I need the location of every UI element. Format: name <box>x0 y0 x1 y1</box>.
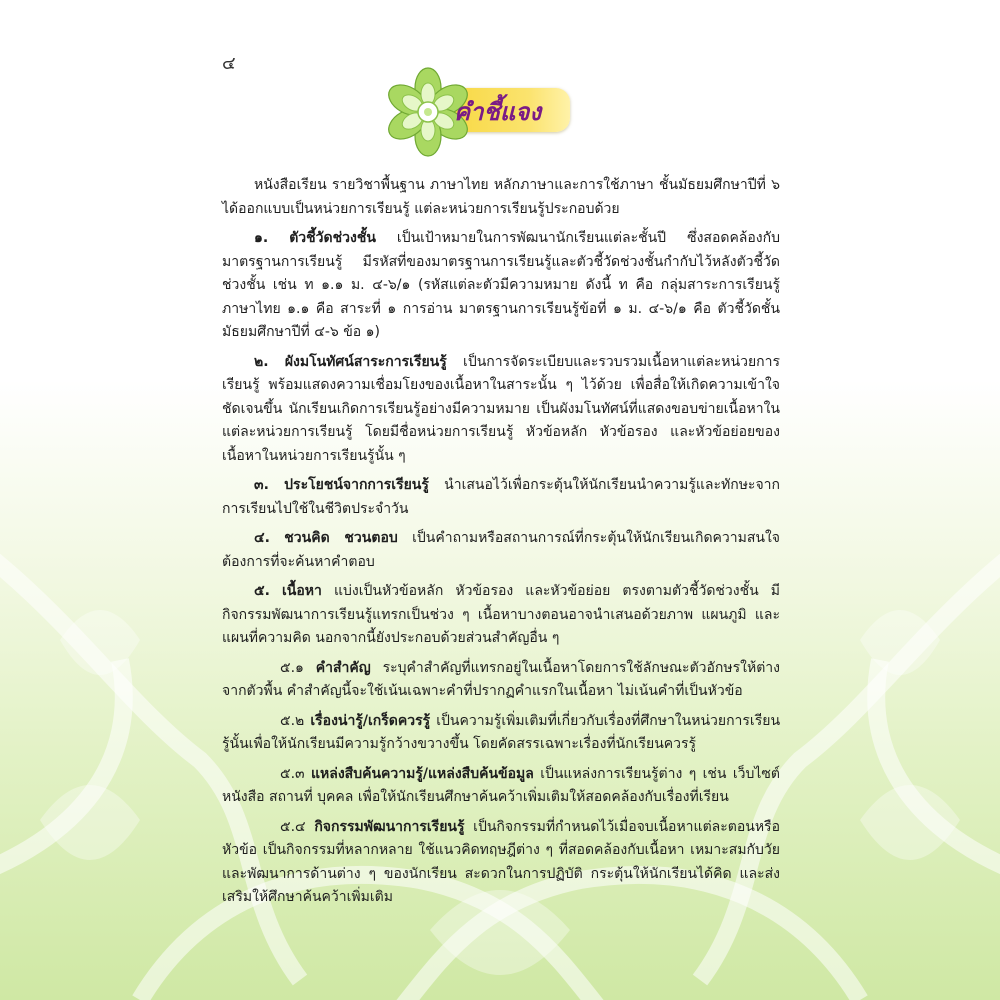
body-text <box>222 174 780 916</box>
item-text: เป็นคำถามหรือสถานการณ์ที่กระตุ้นให้นักเรียนเกิดความสนใจต้องการที่จะค้นหาคำตอบ <box>222 530 781 570</box>
item-number: ๔. <box>254 530 270 546</box>
subitem-heading: กิจกรรมพัฒนาการเรียนรู้ <box>314 818 465 835</box>
item-text: เป็นการจัดระเบียบและรวบรวมเนื้อหาแต่ละหน่วยการเรียนรู้ พร้อมแสดงความเชื่อมโยงของเนื้อหาในสาระนั้น ๆ ไว้ด้วย เพื่อสื่อให้เกิดความเข้าใจชัดเจนขึ้น นักเรียนเกิดการเรียนรู้อย่างมีความหมาย เป็นผังมโนทัศน์ที่แสดงขอบข่ายเนื้อหาในแต่ละหน่วยการเรียนรู้ โดยมีชื่อหน่วยการเรียนรู้ หัวข้อหลัก หัวข้อรอง และหัวข้อย่อยของเนื้อหาในหน่วยการเรียนรู้นั้น ๆ <box>222 353 781 464</box>
item-number: ๕. <box>254 583 270 599</box>
subitem-heading: แหล่งสืบค้นความรู้/แหล่งสืบค้นข้อมูล <box>311 765 534 782</box>
item-number: ๓. <box>254 477 269 493</box>
intro-paragraph: หนังสือเรียน รายวิชาพื้นฐาน ภาษาไทย หลักภาษาและการใช้ภาษา ชั้นมัธยมศึกษาปีที่ ๖ ได้ออกแบบเป็นหน่วยการเรียนรู้ แต่ละหน่วยการเรียนรู้ประกอบด้วย <box>222 177 780 217</box>
subitem-text: เป็นแหล่งการเรียนรู้ต่าง ๆ เช่น เว็บไซต์ หนังสือ สถานที่ บุคคล เพื่อให้นักเรียนศึกษาค้นคว้าเพิ่มเติมให้สอดคล้องกับเรื่องที่เรียน <box>222 765 780 805</box>
item-text: แบ่งเป็นหัวข้อหลัก หัวข้อรอง และหัวข้อย่อย ตรงตามตัวชี้วัดช่วงชั้น มีกิจกรรมพัฒนาการเรียนรู้แทรกเป็นช่วง ๆ เนื้อหาบางตอนอาจนำเสนอด้วยภาพ แผนภูมิ และแผนที่ความคิด นอกจากนี้ยังประกอบด้วยส่วนสำคัญอื่น ๆ <box>222 583 781 646</box>
list-item <box>222 527 780 574</box>
sub-list-item <box>222 657 780 704</box>
item-heading: ผังมโนทัศน์สาระการเรียนรู้ <box>284 353 447 370</box>
page-number: ๔ <box>222 53 236 74</box>
title-banner <box>382 66 602 166</box>
subitem-heading: เรื่องน่ารู้/เกร็ดควรรู้ <box>310 712 431 729</box>
item-number: ๒. <box>254 353 269 370</box>
item-number: ๑. <box>254 230 269 246</box>
item-heading: ชวนคิด ชวนตอบ <box>284 530 398 546</box>
subitem-heading: คำสำคัญ <box>315 659 371 676</box>
subitem-number: ๕.๓ <box>280 765 305 782</box>
item-heading: ตัวชี้วัดช่วงชั้น <box>289 230 376 246</box>
subitem-number: ๕.๒ <box>280 712 305 729</box>
list-item <box>222 227 780 345</box>
subitem-text: เป็นกิจกรรมที่กำหนดไว้เมื่อจบเนื้อหาแต่ละตอนหรือหัวข้อ เป็นกิจกรรมที่หลากหลาย ใช้แนวคิดทฤษฎีต่าง ๆ ที่สอดคล้องกับเนื้อหา เหมาะสมกับวัยและพัฒนาการด้านต่าง ๆ ของนักเรียน สะดวกในการปฏิบัติ กระตุ้นให้นักเรียนได้คิด และส่งเสริมให้ศึกษาค้นคว้าเพิ่มเติม <box>222 818 780 905</box>
page-title: คำชี้แจง <box>454 98 542 126</box>
item-text: นำเสนอไว้เพื่อกระตุ้นให้นักเรียนนำความรู้และทักษะจากการเรียนไปใช้ในชีวิตประจำวัน <box>222 477 780 517</box>
item-heading: ประโยชน์จากการเรียนรู้ <box>284 477 429 493</box>
list-item <box>222 351 780 469</box>
subitem-number: ๕.๑ <box>280 659 304 676</box>
sub-list-item <box>222 816 780 910</box>
subitem-text: ระบุคำสำคัญที่แทรกอยู่ในเนื้อหาโดยการใช้ลักษณะตัวอักษรให้ต่างจากตัวพื้น คำสำคัญนี้จะใช้เน้นเฉพาะคำที่ปรากฏคำแรกในเนื้อหา ไม่เน้นคำที่เป็นหัวข้อ <box>222 659 781 699</box>
sub-list-item <box>222 763 780 810</box>
item-text: เป็นเป้าหมายในการพัฒนานักเรียนแต่ละชั้นปี ซึ่งสอดคล้องกับมาตรฐานการเรียนรู้ มีรหัสที่ของมาตรฐานการเรียนรู้และตัวชี้วัดช่วงชั้นกำกับไว้หลังตัวชี้วัดช่วงชั้น เช่น ท ๑.๑ ม. ๔-๖/๑ (รหัสแต่ละตัวมีความหมาย ดังนี้ ท คือ กลุ่มสาระการเรียนรู้ภาษาไทย ๑.๑ คือ สาระที่ ๑ การอ่าน มาตรฐานการเรียนรู้ข้อที่ ๑ ม. ๔-๖/๑ คือ ตัวชี้วัดชั้นมัธยมศึกษาปีที่ ๔-๖ ข้อ ๑) <box>222 230 780 340</box>
item-heading: เนื้อหา <box>282 583 322 599</box>
list-item <box>222 474 780 521</box>
list-item <box>222 580 780 651</box>
sub-list-item <box>222 710 780 757</box>
subitem-text: เป็นความรู้เพิ่มเติมที่เกี่ยวกับเรื่องที่ศึกษาในหน่วยการเรียนรู้นั้นเพื่อให้นักเรียนมีความรู้กว้างขวางขึ้น โดยคัดสรรเฉพาะเรื่องที่นักเรียนควรรู้ <box>222 712 781 752</box>
subitem-number: ๕.๔ <box>280 818 306 835</box>
